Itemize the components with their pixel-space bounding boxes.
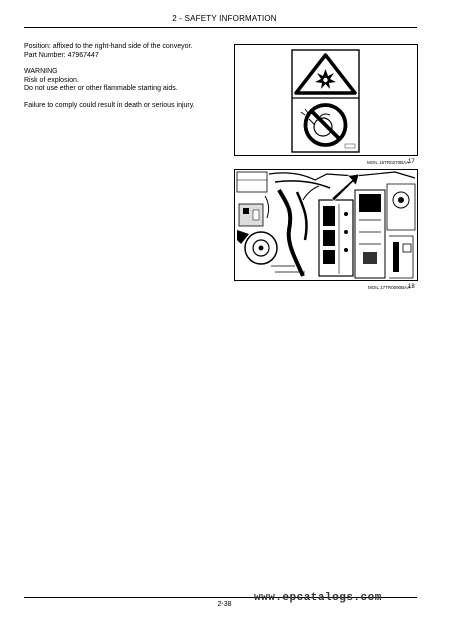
figure-18-caption: MOIL 17TR0090BAA bbox=[368, 285, 411, 290]
failure-text: Failure to comply could result in death or serious injury. bbox=[24, 101, 195, 109]
figure-engine-photo bbox=[234, 169, 418, 281]
warning-heading: WARNING bbox=[24, 68, 58, 76]
warning-line-1: Risk of explosion. bbox=[24, 76, 79, 84]
figure-17-number: 17 bbox=[408, 159, 415, 165]
safety-text-block bbox=[24, 43, 229, 111]
figure-safety-decal bbox=[234, 44, 418, 156]
page-header-title: 2 - SAFETY INFORMATION bbox=[172, 14, 277, 23]
header-rule bbox=[24, 27, 417, 28]
figure-18-number: 18 bbox=[408, 284, 415, 290]
page-number: 2-38 bbox=[217, 601, 232, 608]
warning-line-2: Do not use ether or other flammable starting aids. bbox=[24, 85, 178, 93]
spacer bbox=[24, 94, 229, 102]
spacer bbox=[24, 60, 229, 68]
figure-17-caption: MOIL 16TR0270BAA bbox=[367, 160, 410, 165]
watermark-text: www.epcatalogs.com bbox=[254, 592, 382, 604]
engine-photo bbox=[235, 170, 417, 280]
part-number-text: Part Number: 47967447 bbox=[24, 51, 99, 59]
safety-decal-graphic bbox=[235, 45, 417, 155]
position-text: Position: affixed to the right-hand side of the conveyor. bbox=[24, 43, 193, 50]
